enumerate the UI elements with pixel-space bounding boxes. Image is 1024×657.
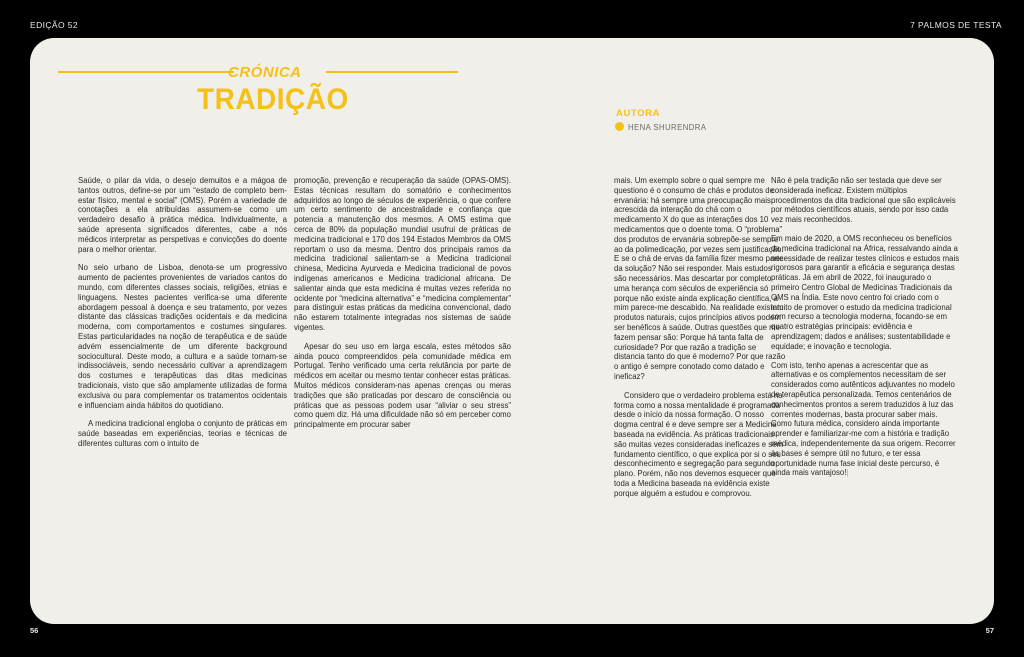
header-rule-right	[326, 71, 458, 73]
magazine-name: 7 PALMOS DE TESTA	[910, 20, 1002, 30]
final-paragraph-text: Com isto, tenho apenas a acrescentar que as alternativas e os complementos necessitam de ser considerados como autênticos adjuvantes no modelo de terapêutica personalizada. Temos centenários de conhecimentos prontos a serem traduzidos à luz das correntes modernas, basta procurar saber mais. Como futura médica, considero ainda importante aprender e familiarizar-me com a história e tradição médica, independentemente da sua origem. Recorrer às bases é sempre útil no futuro, e ter essa oportunidade numa fase inicial deste percurso, é ainda mais vantajoso!	[771, 360, 956, 478]
paragraph: No seio urbano de Lisboa, denota-se um progressivo aumento de pacientes provenientes de variados cantos do mundo, com diferentes classes sociais, religiões, etnias e linguagens. Nestes pacientes verifica-se uma diferente abordagem pessoal à doença e seu tratamento, por vezes distante das clássicas tradições ocidentais e da medicina moderna, com comportamentos e costumes singulares. Estas particularidades na noção de terapêutica e de saúde advém essencialmente de um diferente background sociocultural. Deste modo, a cultura e a saúde tornam-se indissociáveis, sendo necessário cultivar a aprendizagem dos costumes e terapêuticas das ditas medicinas tradicionais, visto que são amplamente utilizadas de forma exclusiva ou para complementar os tratamentos ocidentais e influenciam ainda hábitos do quotidiano.	[78, 263, 287, 410]
author-name: HENA SHURENDRA	[628, 123, 707, 132]
article-title: TRADIÇÃO	[197, 83, 349, 116]
section-kicker: CRÓNICA	[228, 64, 302, 81]
end-mark: |	[846, 468, 849, 478]
issue-label: EDIÇÃO 52	[30, 20, 79, 30]
author-bullet-icon	[615, 122, 624, 131]
author-label: AUTORA	[616, 108, 661, 119]
text-column-4	[771, 176, 960, 487]
text-column-2	[294, 176, 511, 439]
page-number-right: 57	[985, 626, 994, 635]
header-rule-left	[58, 71, 234, 73]
page-number-left: 56	[30, 626, 39, 635]
paragraph: Saúde, o pilar da vida, o desejo demuitos e a mágoa de tantos outros, define-se por um “estado de completo bem-estar físico, mental e social” (OMS). Porém a variedade de conotações a ela atribuídas assumem-se como um verdadeiro desafio à prática médica. Individualmente, a saúde apresenta significados diferentes, cabe a nós médicos interpretar as perspetivas e convicções do doente para o melhor orientar.	[78, 176, 287, 254]
paragraph: Considero que o verdadeiro problema está na forma como a nossa mentalidade é programada desde o início da nossa formação. O nosso dogma central é e deve sempre ser a Medicina baseada na evidência. As práticas tradicionais são muitas vezes consideradas ineficazes e sem fundamento científico, o que explica por si o seu desconhecimento e segregação para segundo plano. Porém, não nos devemos esquecer que toda a Medicina baseada na evidência existe porque alguém a estudou e comprovou.	[614, 390, 784, 498]
paragraph: mais. Um exemplo sobre o qual sempre me questiono é o consumo de chás e produtos de ervanária: há sempre uma preocupação mais acrescida da interação do chá com o medicamento X do que as interações dos 10 medicamentos que o doente toma. O “problema” dos produtos de ervanária sobrepõe-se sempre ao da polimedicação, por vezes sem justificação. E se o chá de ervas da família fizer mesmo parte da solução? Não sei responder. Mais estudos são necessários. Mas descartar por completo uma herança com séculos de experiência só porque não existe ainda explicação científica, a mim parece-me descabido. Na realidade existem produtos naturais, cujos princípios ativos podem ser benéficos à saúde. Outras questões que me fazem pensar são: Porque há tanta falta de curiosidade? Por que razão a tradição se distancia tanto do que é moderno? Por que razão o antigo é sempre conotado como datado e ineficaz?	[614, 176, 786, 381]
paragraph: Não é pela tradição não ser testada que deve ser considerada ineficaz. Existem múltiplos procedimentos da dita tradicional que são explicáveis por métodos científicos atuais, sendo por isso cada vez mais reconhecidos.	[771, 176, 956, 225]
text-column-3	[614, 176, 786, 508]
text-column-1	[78, 176, 287, 458]
magazine-spread	[30, 38, 994, 624]
paragraph: Em maio de 2020, a OMS reconheceu os benefícios da medicina tradicional na África, ressalvando ainda a necessidade de realizar testes clínicos e estudos mais rigorosos para garantir a eficácia e segurança destas práticas. Já em abril de 2022, foi inaugurado o primeiro Centro Global de Medicinas Tradicionais da OMS na Índia. Este novo centro foi criado com o intuito de promover o estudo da medicina tradicional com recurso a tecnologia moderna, focando-se em quatro estratégias principais: evidência e aprendizagem; dados e análises; sustentabilidade e equidade; e inovação e tecnologia.	[771, 233, 960, 351]
paragraph	[771, 361, 960, 479]
paragraph: promoção, prevenção e recuperação da saúde (OPAS-OMS). Estas técnicas resultam do somatório e conhecimentos adquiridos ao longo de séculos de experiência, o que confere um certo sentimento de ancestralidade e confiança que potencia a manutenção dos mesmos. A OMS estima que cerca de 80% da população mundial usufrui de práticas de medicina tradicional e 170 dos 194 Estados Membros da OMS reportam o uso da mesma. Dentro dos principais ramos da medicina tradicional salientam-se a Medicina tradicional chinesa, Medicina Ayurveda e Medicina tradicional de povos indígenas americanos e Medicina tradicional africana. De salientar ainda que esta medicina é muitas vezes referida no ocidente por “medicina alternativa” e “medicina complementar” para distinguir estas práticas da medicina convencional, dado não estarem totalmente integradas nos sistemas de saúde vigentes.	[294, 176, 511, 332]
paragraph: Apesar do seu uso em larga escala, estes métodos são ainda pouco compreendidos pela comunidade médica em Portugal. Tenho verificado uma certa relutância por parte de médicos em aceitar ou mesmo tentar conhecer estas práticas. Muitos médicos consideram-nas apenas crenças ou meras tradições que são praticadas por descaro de consciência ou práticas que as pessoas podem usar “aliviar o seu stress” como quem diz. Há uma dificuldade não só em perceber como principalmente em procurar saber	[294, 341, 511, 430]
paragraph: A medicina tradicional engloba o conjunto de práticas em saúde baseadas em experiências, teorias e técnicas de diferentes culturas com o intuito de	[78, 419, 287, 448]
